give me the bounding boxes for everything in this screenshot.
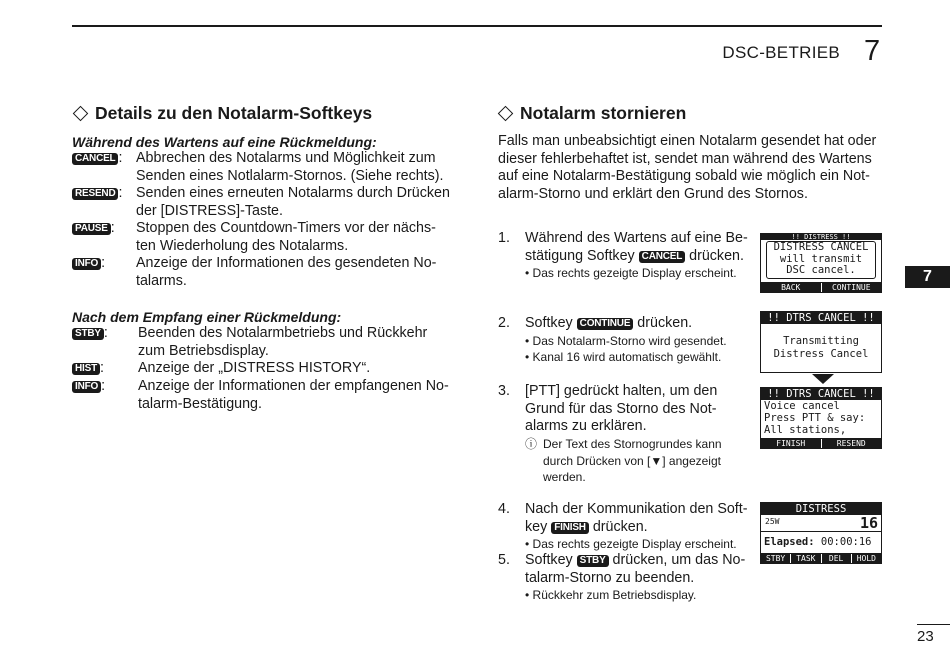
arrow-down-icon [812,374,834,384]
lcd-softkey-hold: HOLD [852,554,881,563]
header-rule [72,25,882,27]
lcd-softkey-continue: CONTINUE [822,283,882,292]
info-key-icon: INFO [72,381,101,393]
lcd-transmitting-cancel: !! DTRS CANCEL !! Transmitting Distress Cancel [760,311,882,373]
softkey-row-resend: RESEND : Senden eines erneuten Notalarms durch Drücken der [DISTRESS]-Taste. [72,185,462,221]
section2-subheading: Nach dem Empfang einer Rückmeldung: [72,309,342,325]
lcd-distress-status: DISTRESS 25W 16 Elapsed: 00:00:16 STBY TASK DEL HOLD [760,502,882,564]
chapter-title: DSC-BETRIEB [722,43,840,62]
lcd-distress-cancel-confirm: !! DISTRESS !! DISTRESS CANCEL will transmit DSC cancel. BACK CONTINUE [760,233,882,293]
step-2: Softkey CONTINUE drücken. • Das Notalarm-Storno wird gesendet. • Kanal 16 wird automatisch gewählt. [525,315,727,364]
lcd-channel: 16 [859,514,878,532]
info-key-icon: INFO [72,258,101,270]
chapter-side-tab: 7 [905,266,950,288]
footer-rule [917,624,950,625]
step-1-number: 1. [498,230,510,246]
note-icon: ⓘ [525,437,538,451]
stby-key-icon: STBY [577,555,609,567]
lcd-message-box: DISTRESS CANCEL will transmit DSC cancel. [766,241,876,279]
lcd-softkey-del: DEL [822,554,851,563]
finish-key-icon: FINISH [551,522,589,534]
lcd-softkey-stby: STBY [761,554,790,563]
section1-subheading: Während des Wartens auf eine Rückmeldung: [72,134,377,150]
diamond-icon [73,106,89,122]
lcd-power: 25W [765,517,780,526]
hist-key-icon: HIST [72,363,100,375]
lcd-softkey-bar [761,553,881,563]
intro-paragraph: Falls man unbeabsichtigt einen Notalarm gesendet hat oder dieser fehlerbehaftet ist, sendet man während des Wartens auf eine Notalarm-Bestätigung sobald wie möglich ein Not- alarm-Storno und erklärt den Grund des Stornos. [498,133,877,202]
step-3-number: 3. [498,383,510,399]
step-3: [PTT] gedrückt halten, um den Grund für das Storno des Not- alarms zu erklären. [525,383,718,435]
diamond-icon [498,106,514,122]
softkey-row-pause: PAUSE : Stoppen des Countdown-Timers vor der nächs- ten Wiederholung des Notalarms. [72,220,462,256]
step-2-number: 2. [498,315,510,331]
lcd-softkey-task: TASK [791,554,820,563]
softkey-row-hist: HIST : Anzeige der „DISTRESS HISTORY“. [72,360,462,378]
cancel-key-icon: CANCEL [72,153,118,165]
lcd-softkey-finish: FINISH [761,439,821,448]
step-3-note: Der Text des Stornogrundes kann durch Drücken von [▼] angezeigt werden. [543,437,722,484]
lcd-voice-cancel: !! DTRS CANCEL !! Voice cancel Press PTT & say: All stations, FINISH RESEND [760,387,882,449]
cancel-key-icon: CANCEL [639,251,685,263]
step-5: Softkey STBY drücken, um das No- talarm-Storno zu beenden. • Rückkehr zum Betriebsdisplay. [525,552,746,603]
step-4: Nach der Kommunikation den Soft- key FINISH drücken. • Das rechts gezeigte Display erscheint. [525,501,748,552]
lcd-softkey-bar [761,438,881,448]
lcd-softkey-bar [761,282,881,292]
page-number: 23 [917,628,934,645]
continue-key-icon: CONTINUE [577,318,634,330]
pause-key-icon: PAUSE [72,223,111,235]
lcd-softkey-resend: RESEND [822,439,882,448]
softkey-row-info-2: INFO : Anzeige der Informationen der empfangenen No- talarm-Bestätigung. [72,378,462,414]
softkey-row-stby: STBY : Beenden des Notalarmbetriebs und Rückkehr zum Betriebsdisplay. [72,325,462,361]
softkey-row-info: INFO : Anzeige der Informationen des gesendeten No- talarms. [72,255,462,291]
lcd-softkey-back: BACK [761,283,821,292]
chapter-number: 7 [864,35,881,67]
right-heading: Notalarm stornieren [497,103,686,124]
step-1: Während des Wartens auf eine Be- stätigung Softkey CANCEL drücken. • Das rechts gezeigte Display erscheint. [525,230,748,281]
lcd-elapsed-time: 00:00:16 [820,536,872,548]
step-4-number: 4. [498,501,510,517]
softkey-row-cancel: CANCEL : Abbrechen des Notalarms und Möglichkeit zum Senden eines Notlalarm-Stornos. (Siehe rechts). [72,150,462,186]
left-heading: Details zu den Notalarm-Softkeys [72,103,372,124]
step-5-number: 5. [498,552,510,568]
resend-key-icon: RESEND [72,188,118,200]
stby-key-icon: STBY [72,328,104,340]
